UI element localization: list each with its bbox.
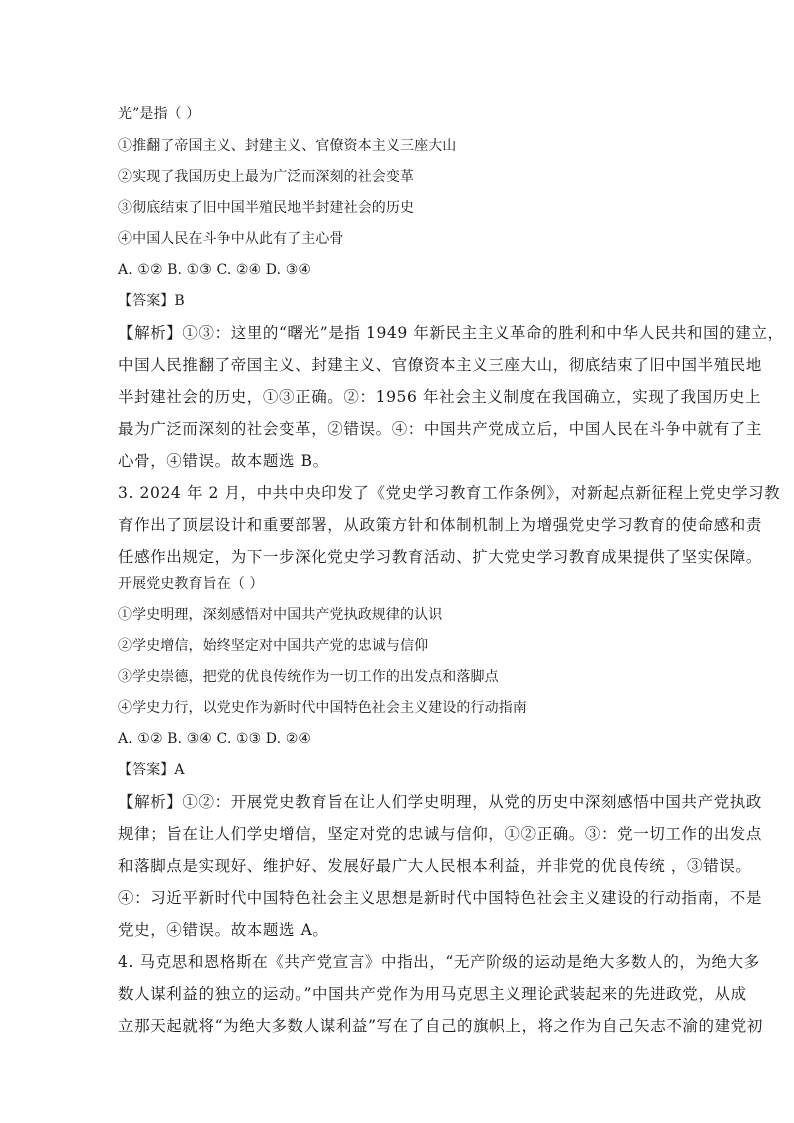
- question-3-stem: 任感作出规定，为下一步深化党史学习教育活动、扩大党史学习教育成果提供了坚实保障。: [118, 548, 763, 566]
- option-1: ①学史明理，深刻感悟对中国共产党执政规律的认识: [118, 607, 443, 623]
- analysis-line: 半封建社会的历史，①③正确。②：1956 年社会主义制度在我国确立，实现了我国历史上: [118, 388, 762, 406]
- option-3: ③彻底结束了旧中国半殖民地半封建社会的历史: [118, 200, 415, 216]
- question-4-stem: 数人谋利益的独立的运动。”中国共产党作为用马克思主义理论武装起来的先进政党，从成: [118, 985, 747, 1003]
- question-4-stem: 立那天起就将“为绝大多数人谋利益”写在了自己的旗帜上，将之作为自己矢志不渝的建党初: [118, 1017, 763, 1035]
- option-4: ④中国人民在斗争中从此有了主心骨: [118, 231, 344, 247]
- option-1: ①推翻了帝国主义、封建主义、官僚资本主义三座大山: [118, 138, 457, 154]
- analysis-line: 【解析】①③：这里的“曙光”是指 1949 年新民主主义革命的胜利和中华人民共和国的建立，: [118, 324, 784, 342]
- answer: 【答案】A: [118, 762, 185, 778]
- choices: A. ①② B. ③④ C. ①③ D. ②④: [118, 731, 311, 747]
- option-2: ②学史增信，始终坚定对中国共产党的忠诚与信仰: [118, 638, 429, 654]
- analysis-line: 【解析】①②：开展党史教育旨在让人们学史明理，从党的历史中深刻感悟中国共产党执政: [118, 793, 763, 811]
- question-3-prompt: 开展党史教育旨在（ ）: [118, 576, 264, 592]
- analysis-line: 中国人民推翻了帝国主义、封建主义、官僚资本主义三座大山，彻底结束了旧中国半殖民地: [118, 356, 763, 374]
- choices: A. ①② B. ①③ C. ②④ D. ③④: [118, 262, 311, 278]
- analysis-line: 最为广泛而深刻的社会变革，②错误。④：中国共产党成立后，中国人民在斗争中就有了主: [118, 420, 763, 438]
- analysis-line: ④：习近平新时代中国特色社会主义思想是新时代中国特色社会主义建设的行动指南，不是: [118, 889, 763, 907]
- question-3-stem: 3. 2024 年 2 月，中共中央印发了《党史学习教育工作条例》，对新起点新征程上党史学习教: [118, 484, 781, 502]
- question-4-stem: 4. 马克思和恩格斯在《共产党宣言》中指出，“无产阶级的运动是绝大多数人的，为绝大多: [118, 953, 760, 971]
- analysis-line: 和落脚点是实现好、维护好、发展好最广大人民根本利益，并非党的优良传统 ，③错误。: [118, 857, 752, 875]
- question-3-stem: 育作出了顶层设计和重要部署，从政策方针和体制机制上为增强党史学习教育的使命感和责: [118, 516, 763, 534]
- analysis-line: 规律；旨在让人们学史增信，坚定对党的忠诚与信仰，①②正确。③：党一切工作的出发点: [118, 825, 763, 843]
- analysis-line: 心骨，④错误。故本题选 B。: [118, 452, 329, 470]
- question-stem-tail: 光”是指（ ）: [118, 106, 201, 122]
- analysis-line: 党史，④错误。故本题选 A。: [118, 921, 329, 939]
- option-3: ③学史崇德，把党的优良传统作为一切工作的出发点和落脚点: [118, 669, 499, 685]
- option-2: ②实现了我国历史上最为广泛而深刻的社会变革: [118, 169, 415, 185]
- option-4: ④学史力行，以党史作为新时代中国特色社会主义建设的行动指南: [118, 700, 527, 716]
- answer: 【答案】B: [118, 293, 185, 309]
